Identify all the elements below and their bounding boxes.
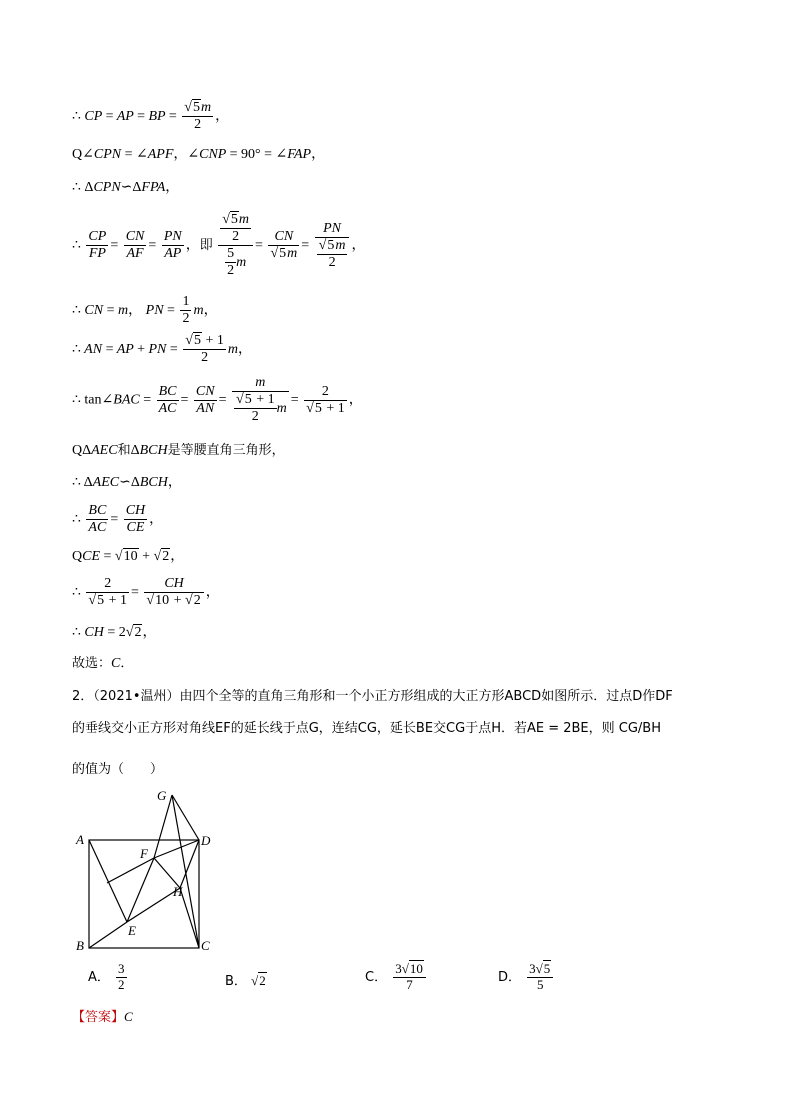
solution-line-13: ∴ CH = 2√2， [72, 625, 157, 640]
solution-line-12: ∴ $\frac{2}{√5 + 1}$ = $\frac{CH}{√10 + √2}$ ， [72, 576, 220, 609]
segment-fe [127, 858, 154, 922]
segment-dc-inner [180, 840, 199, 888]
option-a[interactable]: A． $\frac{3}{2}$ [88, 961, 125, 992]
solution-line-14: 故选：C． [72, 656, 134, 671]
label-e: E [128, 923, 136, 938]
geometry-figure [72, 788, 222, 956]
label-d: D [201, 833, 211, 848]
segment-ae [89, 840, 127, 922]
segment-f-left [107, 858, 154, 883]
question-line-3: 的值为（ ） [72, 762, 164, 777]
option-d[interactable]: D． $\frac{3√5}{5}$ [498, 962, 555, 993]
question-line-1: 2．（2021•温州）由四个全等的直角三角形和一个小正方形组成的大正方形ABCD如图所示．过点D作DF [72, 689, 673, 704]
answer-label: 【答案】 [72, 1010, 125, 1025]
label-h: H [173, 884, 183, 899]
answer-value: C [124, 1009, 133, 1024]
solution-line-8: QΔAEC和ΔBCH是等腰直角三角形， [72, 443, 285, 458]
label-c: C [201, 938, 210, 953]
solution-line-11: QCE = √10 + √2， [72, 549, 185, 564]
solution-line-6: ∴ AN = AP + PN = $\frac{√5 + 1}{2}$ m， [72, 333, 252, 366]
label-f: F [140, 846, 148, 861]
segment-be [89, 922, 127, 948]
option-c[interactable]: C． $\frac{3√10}{7}$ [365, 962, 428, 993]
solution-line-3: ∴ ΔCPN∽ΔFPA， [72, 180, 180, 195]
solution-line-7: ∴ tan∠BAC = $\frac{BC}{AC}$ = $\frac{CN}{AN}$ = m $\frac{√5 + 1}{2}$ m = $\frac{2}{√5 + 1}$ ， [72, 375, 363, 425]
segment-df [154, 840, 199, 858]
label-a: A [76, 832, 84, 847]
solution-line-4: ∴ $\frac{CP}{FP}$ = $\frac{CN}{AF}$ = $\frac{PN}{AP}$ ，即 $\frac{√5m}{2}$ $\frac{5}{2}$ m = $\frac{CN}{√5m}$ = $\frac{PN}{\frac{√5m}{2}}$ ， [72, 212, 366, 279]
solution-line-9: ∴ ΔAEC∽ΔBCH， [72, 475, 182, 490]
segment-gf [154, 795, 172, 858]
answer-line [72, 1006, 133, 1025]
label-b: B [76, 938, 84, 953]
question-line-2: 的垂线交小正方形对角线EF的延长线于点G，连结CG，延长BE交CG于点H．若AE = 2BE，则 CG/BH [72, 721, 661, 736]
option-b[interactable]: B． √2 [225, 973, 266, 989]
solution-line-10: ∴ $\frac{BC}{AC}$ = $\frac{CH}{CE}$ ， [72, 503, 164, 536]
solution-line-2: Q∠CPN = ∠APF，∠CNP = 90° = ∠FAP， [72, 147, 326, 162]
solution-line-5: ∴ CN = m， PN = $\frac{1}{2}$ m， [72, 294, 218, 327]
label-g: G [157, 788, 167, 803]
solution-line-1: ∴ CP = AP = BP = $\frac{√5m}{2}$ ， [72, 100, 230, 133]
